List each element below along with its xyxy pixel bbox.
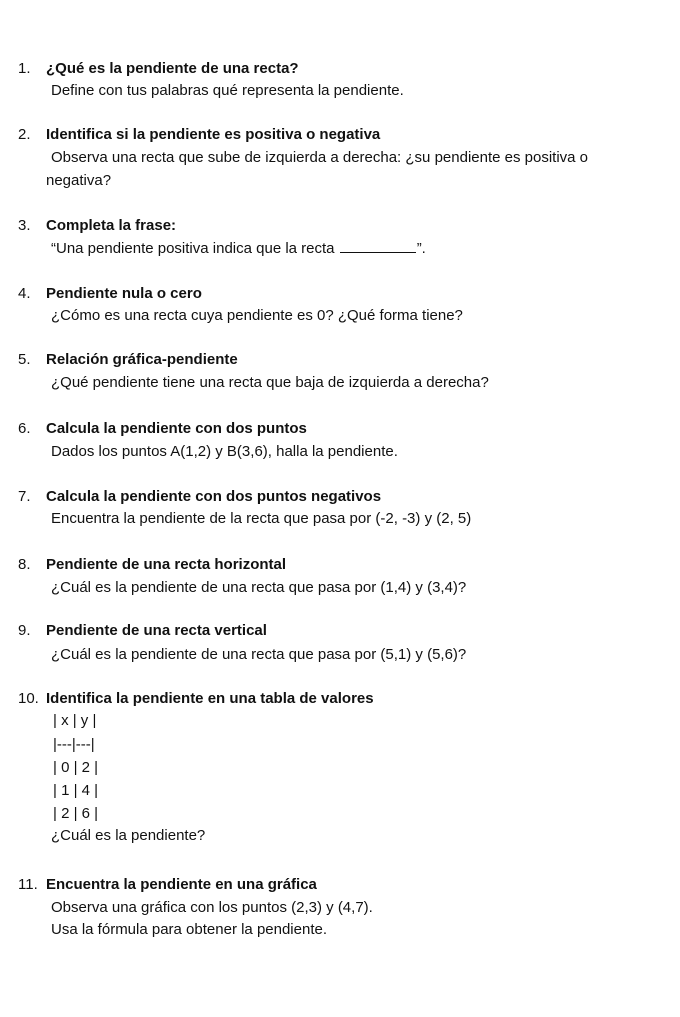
question-number: 8. [18,556,31,573]
question-title: Calcula la pendiente con dos puntos [46,420,307,437]
question-text: Observa una gráfica con los puntos (2,3) y (4,7). [51,899,373,916]
question-title: Relación gráfica-pendiente [46,351,238,368]
table-row: |---|---| [53,736,95,753]
question-number: 3. [18,217,31,234]
question-title: Completa la frase: [46,217,177,234]
question-text: Usa la fórmula para obtener la pendiente. [51,921,328,938]
question-title: ¿Qué es la pendiente de una recta? [46,60,299,77]
fill-in-sentence [51,238,426,259]
question-text: ¿Cuál es la pendiente de una recta que pasa por (5,1) y (5,6)? [51,646,467,663]
question-number: 9. [18,622,31,639]
question-text: ¿Cuál es la pendiente? [51,827,206,844]
table-row: | 0 | 2 | [53,759,99,776]
question-title: Pendiente de una recta horizontal [46,556,287,573]
question-text: Define con tus palabras qué representa la pendiente. [51,82,404,99]
answer-blank[interactable] [340,238,416,253]
question-number: 5. [18,351,31,368]
question-number: 4. [18,285,31,302]
question-text: Dados los puntos A(1,2) y B(3,6), halla la pendiente. [51,443,398,460]
table-row: | x | y | [53,712,97,729]
question-number: 1. [18,60,31,77]
question-number: 2. [18,126,31,143]
question-title: Calcula la pendiente con dos puntos negativos [46,488,382,505]
question-text: Encuentra la pendiente de la recta que pasa por (-2, -3) y (2, 5) [51,510,472,527]
question-title: Identifica la pendiente en una tabla de valores [46,690,374,707]
question-title: Encuentra la pendiente en una gráfica [46,876,317,893]
question-text: ¿Cuál es la pendiente de una recta que pasa por (1,4) y (3,4)? [51,579,467,596]
question-number: 7. [18,488,31,505]
table-row: | 2 | 6 | [53,805,99,822]
question-text-continued: negativa? [46,172,112,189]
question-text: ¿Qué pendiente tiene una recta que baja de izquierda a derecha? [51,374,489,391]
question-title: Pendiente de una recta vertical [46,622,267,639]
question-title: Pendiente nula o cero [46,285,202,302]
question-number: 6. [18,420,31,437]
question-text: Observa una recta que sube de izquierda a derecha: ¿su pendiente es positiva o [51,149,589,166]
question-title: Identifica si la pendiente es positiva o negativa [46,126,381,143]
question-text: ¿Cómo es una recta cuya pendiente es 0? ¿Qué forma tiene? [51,307,463,324]
sentence-end: ”. [416,240,426,257]
sentence-start: “Una pendiente positiva indica que la recta [51,240,335,257]
question-number: 11. [18,876,38,893]
question-number: 10. [18,690,39,707]
table-row: | 1 | 4 | [53,782,99,799]
